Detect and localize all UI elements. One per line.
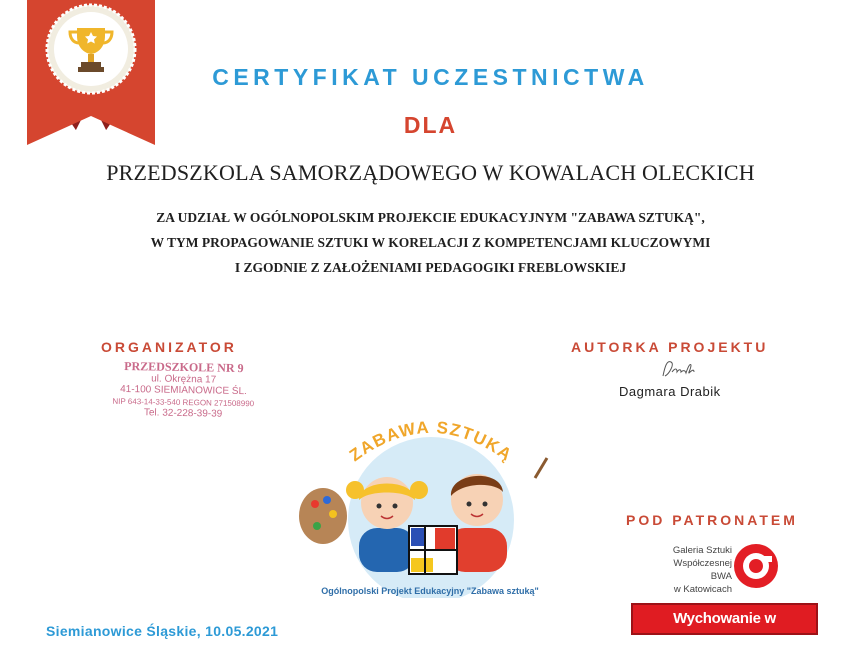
stamp-line: NIP 643-14-33-540 REGON 271508990: [112, 396, 255, 408]
palette-icon: [299, 488, 347, 544]
project-caption: Ogólnopolski Projekt Edukacyjny "Zabawa sztuką": [321, 586, 539, 596]
stamp-line: ul. Okrężna 17: [151, 372, 217, 386]
stamp-line: Tel. 32-228-39-39: [143, 407, 223, 420]
project-logo: [297, 408, 565, 598]
gallery-name: [652, 544, 732, 596]
stamp-line: 41-100 SIEMIANOWICE ŚL.: [120, 383, 247, 398]
gallery-line: Galeria Sztuki: [672, 545, 732, 556]
patronage-heading: POD PATRONATEM: [626, 512, 798, 528]
author-heading: AUTORKA PROJEKTU: [571, 339, 769, 355]
signature-icon: [658, 354, 718, 382]
place-date: Siemianowice Śląskie, 10.05.2021: [46, 623, 279, 639]
gallery-line: Współczesnej BWA: [673, 558, 732, 582]
organizer-stamp: [96, 360, 272, 421]
recipient-name: PRZEDSZKOLA SAMORZĄDOWEGO W KOWALACH OLECKICH: [106, 160, 755, 185]
description-line: ZA UDZIAŁ W OGÓLNOPOLSKIM PROJEKCIE EDUKACYJNYM "ZABAWA SZTUKĄ",: [156, 210, 705, 225]
gallery-line: w Katowicach: [673, 584, 732, 595]
for-label: DLA: [403, 112, 458, 138]
stamp-line: PRZEDSZKOLE NR 9: [124, 358, 244, 376]
certificate-title: CERTYFIKAT UCZESTNICTWA: [212, 64, 649, 90]
description-line: I ZGODNIE Z ZAŁOŻENIAMI PEDAGOGIKI FREBLOWSKIEJ: [234, 260, 627, 275]
description-line: W TYM PROPAGOWANIE SZTUKI W KORELACJI Z KOMPETENCJAMI KLUCZOWYMI: [150, 235, 711, 250]
magazine-logo: Wychowanie w Przedszkolu: [631, 603, 818, 635]
logo-title: ZABAWA SZTUKĄ: [345, 417, 517, 466]
organizer-heading: ORGANIZATOR: [101, 339, 237, 355]
author-name: Dagmara Drabik: [619, 384, 721, 399]
mondrian-painting: [409, 526, 457, 574]
gallery-logo-icon: [732, 542, 780, 590]
